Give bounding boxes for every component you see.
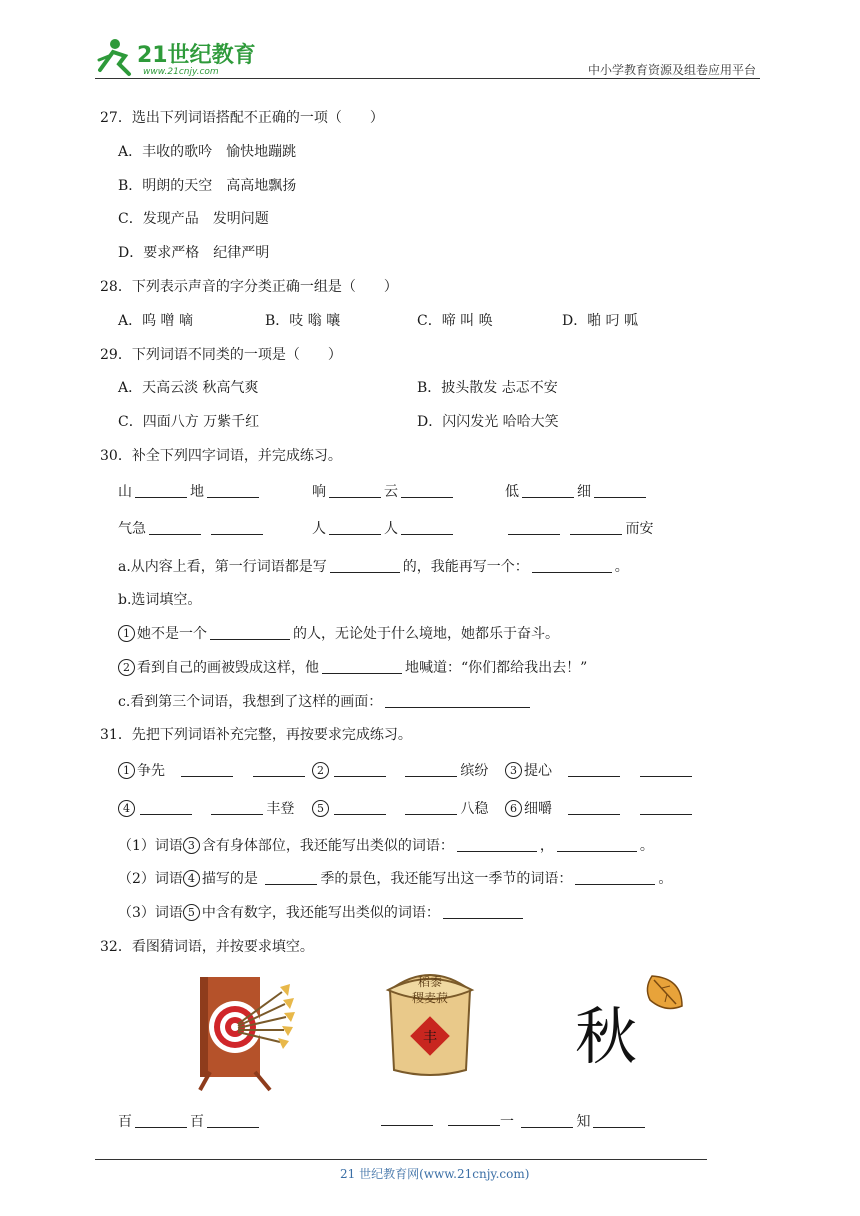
q32-answer-1: 百 百 bbox=[118, 1111, 262, 1131]
fill-blank[interactable] bbox=[149, 520, 201, 535]
fill-blank[interactable] bbox=[640, 800, 692, 815]
q32-stem: 32．看图猜词语，并按要求填空。 bbox=[100, 939, 314, 955]
q31-word-5: 5 八稳 bbox=[312, 798, 488, 818]
fill-blank[interactable] bbox=[135, 483, 187, 498]
q28-option-c: C．啼 叫 唤 bbox=[417, 313, 493, 329]
fill-blank[interactable] bbox=[210, 625, 290, 640]
q27-option-a: A．丰收的歌吟 愉快地蹦跳 bbox=[118, 144, 297, 160]
q30-row1-item1: 山 地 bbox=[118, 481, 262, 501]
q30-part-c: c.看到第三个词语，我想到了这样的画面： bbox=[118, 691, 533, 711]
q31-word-4: 4 丰登 bbox=[118, 798, 294, 818]
fill-blank[interactable] bbox=[211, 800, 263, 815]
fill-blank[interactable] bbox=[405, 800, 457, 815]
fill-blank[interactable] bbox=[568, 800, 620, 815]
fill-blank[interactable] bbox=[381, 1111, 433, 1126]
fill-blank[interactable] bbox=[140, 800, 192, 815]
q27-option-b: B．明朗的天空 高高地飘扬 bbox=[118, 178, 297, 194]
grain-bag-image bbox=[380, 960, 480, 1080]
q31-word-1: 1 争先 bbox=[118, 760, 308, 780]
q28-option-b: B．吱 嗡 嚷 bbox=[265, 313, 341, 329]
fill-blank[interactable] bbox=[322, 659, 402, 674]
fill-blank[interactable] bbox=[401, 483, 453, 498]
fill-blank[interactable] bbox=[265, 870, 317, 885]
fill-blank[interactable] bbox=[207, 1113, 259, 1128]
q29-option-c: C．四面八方 万紫千红 bbox=[118, 414, 260, 430]
q30-row2-item3: 而安 bbox=[505, 518, 653, 538]
q28-option-d: D．啪 叼 呱 bbox=[562, 313, 639, 329]
header-platform-text: 中小学教育资源及组卷应用平台 bbox=[587, 63, 756, 77]
fill-blank[interactable] bbox=[594, 483, 646, 498]
q30-part-b1: 1 她不是一个 的人，无论处于什么境地，她都乐于奋斗。 bbox=[118, 623, 559, 643]
q32-answer-3: 一 知 bbox=[500, 1111, 648, 1131]
q27-option-c: C．发现产品 发明问题 bbox=[118, 211, 269, 227]
q30-row1-item3: 低 细 bbox=[505, 481, 649, 501]
fill-blank[interactable] bbox=[521, 1113, 573, 1128]
fill-blank[interactable] bbox=[181, 762, 233, 777]
footer-text: 21 世纪教育网(www.21cnjy.com) bbox=[340, 1167, 530, 1181]
fill-blank[interactable] bbox=[253, 762, 305, 777]
fill-blank[interactable] bbox=[557, 837, 637, 852]
q31-sub-2: （2）词语 4 描写的是 季的景色，我还能写出这一季节的词语： 。 bbox=[118, 871, 673, 887]
q28-option-a: A．呜 噌 嘀 bbox=[118, 313, 194, 329]
fill-blank[interactable] bbox=[457, 837, 537, 852]
fill-blank[interactable] bbox=[575, 870, 655, 885]
fill-blank[interactable] bbox=[385, 693, 530, 708]
q31-sub-1: （1）词语 3 含有身体部位，我还能写出类似的词语： ， 。 bbox=[118, 838, 654, 854]
q31-word-6: 6 细嚼 bbox=[505, 798, 695, 818]
q29-option-a: A．天高云淡 秋高气爽 bbox=[118, 380, 259, 396]
q28-stem: 28．下列表示声音的字分类正确一组是（ ） bbox=[100, 279, 398, 295]
fill-blank[interactable] bbox=[593, 1113, 645, 1128]
q29-option-d: D．闪闪发光 哈哈大笑 bbox=[417, 414, 559, 430]
svg-text:稻黍: 稻黍 bbox=[417, 975, 443, 989]
brand-logo bbox=[95, 34, 260, 80]
fill-blank[interactable] bbox=[329, 483, 381, 498]
q29-stem: 29．下列词语不同类的一项是（ ） bbox=[100, 347, 342, 363]
q27-stem: 27．选出下列词语搭配不正确的一项（ ） bbox=[100, 110, 384, 126]
fill-blank[interactable] bbox=[330, 558, 400, 573]
autumn-leaf-image bbox=[570, 968, 685, 1068]
svg-text:www.21cnjy.com: www.21cnjy.com bbox=[143, 67, 219, 77]
q30-part-b: b.选词填空。 bbox=[118, 592, 202, 608]
q31-stem: 31．先把下列词语补充完整，再按要求完成练习。 bbox=[100, 727, 412, 743]
q30-part-b2: 2 看到自己的画被毁成这样，他 地喊道：“你们都给我出去！” bbox=[118, 657, 587, 677]
svg-text:稷麦菽: 稷麦菽 bbox=[411, 991, 449, 1005]
fill-blank[interactable] bbox=[640, 762, 692, 777]
fill-blank[interactable] bbox=[522, 483, 574, 498]
fill-blank[interactable] bbox=[401, 520, 453, 535]
q30-row2-item2: 人 人 bbox=[312, 518, 456, 538]
fill-blank[interactable] bbox=[334, 800, 386, 815]
fill-blank[interactable] bbox=[448, 1111, 500, 1126]
header-divider bbox=[95, 78, 760, 79]
q31-word-2: 2 缤纷 bbox=[312, 760, 488, 780]
svg-text:秋: 秋 bbox=[575, 1000, 638, 1068]
q29-option-b: B．披头散发 忐忑不安 bbox=[417, 380, 558, 396]
fill-blank[interactable] bbox=[211, 520, 263, 535]
svg-text:丰: 丰 bbox=[423, 1030, 437, 1046]
q31-word-3: 3 提心 bbox=[505, 760, 695, 780]
fill-blank[interactable] bbox=[135, 1113, 187, 1128]
fill-blank[interactable] bbox=[329, 520, 381, 535]
fill-blank[interactable] bbox=[207, 483, 259, 498]
fill-blank[interactable] bbox=[405, 762, 457, 777]
q30-row2-item1: 气急 bbox=[118, 518, 266, 538]
q31-sub-3: （3）词语 5 中含有数字，我还能写出类似的词语： bbox=[118, 902, 526, 922]
q30-part-a: a.从内容上看，第一行词语都是写 的，我能再写一个： 。 bbox=[118, 559, 629, 575]
q30-row1-item2: 响 云 bbox=[312, 481, 456, 501]
footer-divider bbox=[95, 1159, 707, 1160]
fill-blank[interactable] bbox=[568, 762, 620, 777]
target-arrows-image bbox=[190, 972, 300, 1092]
fill-blank[interactable] bbox=[508, 520, 560, 535]
fill-blank[interactable] bbox=[570, 520, 622, 535]
q30-stem: 30．补全下列四字词语，并完成练习。 bbox=[100, 448, 342, 464]
q32-answer-2 bbox=[378, 1111, 503, 1128]
fill-blank[interactable] bbox=[443, 904, 523, 919]
fill-blank[interactable] bbox=[334, 762, 386, 777]
svg-text:21世纪教育: 21世纪教育 bbox=[137, 43, 256, 68]
fill-blank[interactable] bbox=[532, 558, 612, 573]
q27-option-d: D．要求严格 纪律严明 bbox=[118, 245, 270, 261]
